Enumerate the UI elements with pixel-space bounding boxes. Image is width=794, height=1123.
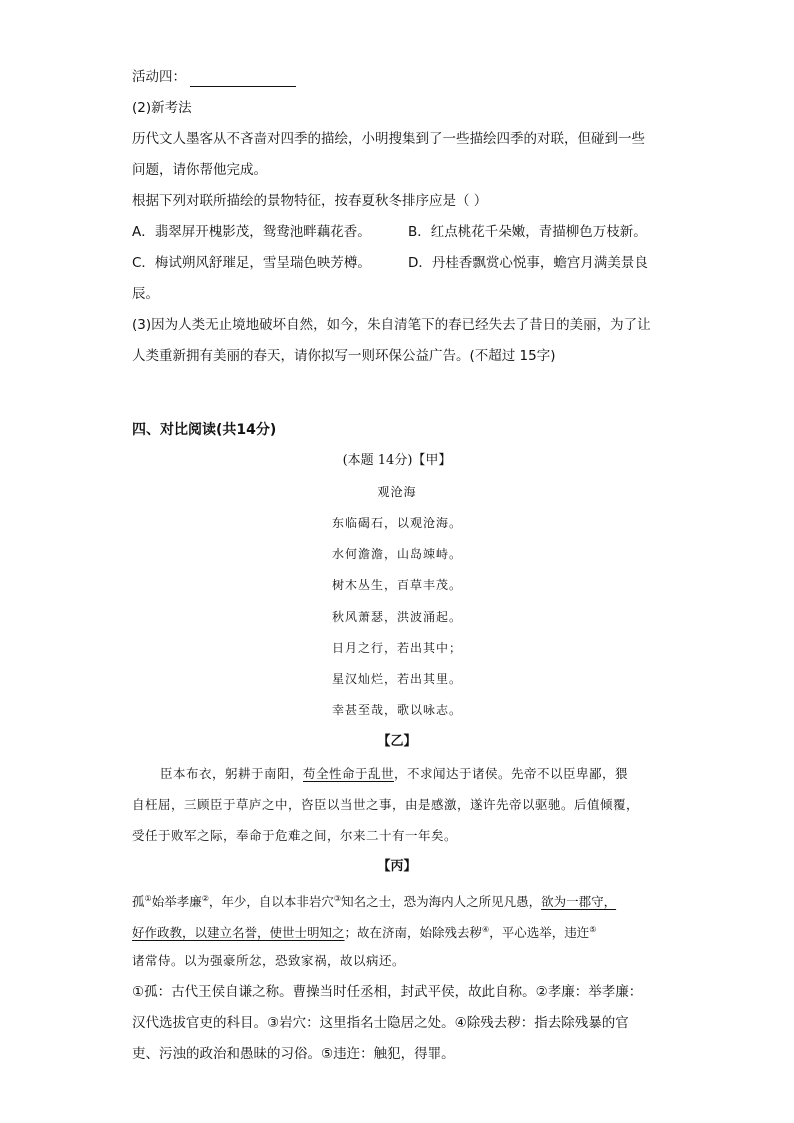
poem-line-1: 东临碣石，以观沧海。 [331,516,462,530]
q3-line1: (3)因为人类无止境地破坏自然，如今，朱自清笔下的春已经失去了昔日的美丽，为了让 [132,317,651,333]
yi-paragraph-line1 [160,764,628,784]
yi-text: ，不求闻达于诸侯。先帝不以臣卑鄙，猥 [394,766,629,781]
option-c: C．梅试朔风舒璀足，雪呈瑞色映芳樽。 [132,255,371,271]
activity4-line [132,67,296,87]
poem-line-7: 幸甚至哉，歌以咏志。 [331,703,462,717]
q2-question: 根据下列对联所描绘的景物特征，按春夏秋冬排序应是（ ） [132,193,488,209]
yi-paragraph-line2: 自枉屈，三顾臣于草庐之中，咨臣以当世之事，由是感激，遂许先帝以驱驰。后值倾覆， [132,797,640,812]
option-d: D．丹桂香飘赏心悦事，蟾宫月满美景良 [408,255,648,271]
yi-paragraph-line3: 受任于败军之际，奉命于危难之间，尔来二十有一年矣。 [132,828,458,843]
footnote-mark: ① [144,894,152,903]
footnote-mark: ② [201,894,209,903]
q2-heading: (2)新考法 [132,100,192,116]
option-b: B．红点桃花千朵嫩，青描柳色万枝新。 [408,224,647,240]
poem-line-6: 星汉灿烂，若出其里。 [331,672,462,686]
bing-underlined-phrase: 好作政教，以建立名誉，使世士明知之 [132,925,345,941]
yi-text: 臣本布衣，躬耕于南阳， [160,766,304,781]
bing-text: 孤 [132,894,145,910]
footnote-mark: ④ [482,925,490,934]
footnote-mark: ⑤ [589,925,597,934]
yi-underlined-phrase: 苟全性命于乱世 [303,766,395,781]
yi-label: 【乙】 [377,734,417,749]
poem-line-2: 水何澹澹，山岛竦峙。 [331,547,462,561]
bing-text: ，年少，自以本非岩穴 [208,894,334,910]
footnote-line3: 吏、污浊的政治和愚昧的习俗。⑤违迕：触犯，得罪。 [132,1046,455,1062]
q3-line2: 人类重新拥有美丽的春天，请你拟写一则环保公益广告。(不超过 15字) [132,348,556,364]
poem-title: 观沧海 [377,485,417,499]
answer-blank [190,72,296,87]
footnote-mark: ③ [333,894,342,903]
poem-line-4: 秋风萧瑟，洪波涌起。 [331,610,462,624]
option-d-continued: 辰。 [132,286,159,302]
q2-intro-line1: 历代文人墨客从不吝啬对四季的描绘，小明搜集到了一些描绘四季的对联，但碰到一些 [132,131,645,147]
bing-underlined-phrase: 欲为一郡守， [541,894,617,910]
bing-paragraph-line1 [132,889,616,912]
section4-subtitle: (本题 14分)【甲】 [342,453,452,468]
footnote-line2: 汉代选拔官吏的科目。③岩穴：这里指名士隐居之处。④除残去秽：指去除残暴的官 [132,1015,629,1031]
bing-text: 始举孝廉 [151,894,202,910]
option-a: A．翡翠屏开槐影茂，鸳鸯池畔藕花香。 [132,224,371,240]
footnote-line1: ①孤：古代王侯自谦之称。曹操当时任丞相，封武平侯，故此自称。②孝廉：举孝廉： [132,984,643,1000]
poem-line-5: 日月之行，若出其中； [331,641,462,655]
bing-text: ；故在济南，始除残去秽 [344,925,483,941]
bing-text: 知名之士，恐为海内人之所见凡愚， [341,894,542,910]
bing-text: ，平心选举，违迕 [489,925,590,941]
poem-line-3: 树木丛生，百草丰茂。 [331,578,462,592]
section4-heading: 四、对比阅读(共14分) [132,422,277,438]
activity4-label: 活动四： [132,69,186,85]
bing-paragraph-line3: 诸常侍。以为强豪所忿，恐致家祸，故以病还。 [132,953,406,968]
q2-intro-line2: 问题，请你帮他完成。 [132,162,267,178]
bing-paragraph-line2 [132,920,596,943]
bing-label: 【丙】 [377,859,417,874]
